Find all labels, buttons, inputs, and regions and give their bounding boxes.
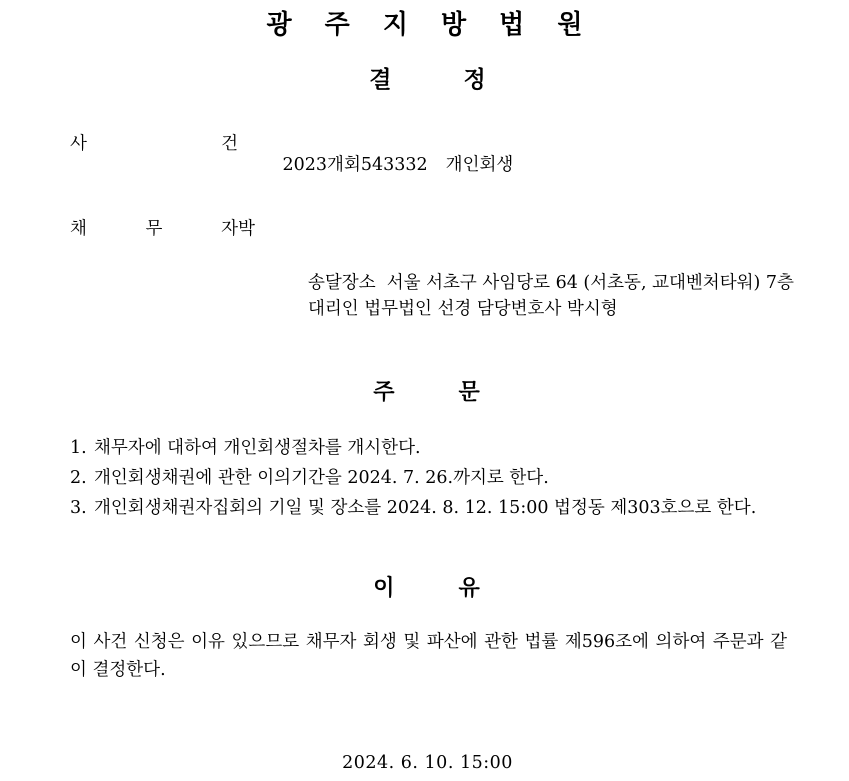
case-type: 개인회생 bbox=[445, 155, 514, 176]
list-item bbox=[70, 494, 787, 522]
order-item-text: 개인회생채권에 관한 이의기간을 2024. 7. 26.까지로 한다. bbox=[94, 468, 549, 489]
reason-heading-left: 이 bbox=[373, 574, 397, 601]
document-type-right: 정 bbox=[463, 66, 488, 94]
debtor-name: 박 bbox=[238, 219, 255, 240]
document-type-left: 결 bbox=[369, 66, 394, 94]
case-number: 2023개회543332 bbox=[282, 155, 428, 176]
case-label-char-2: 건 bbox=[221, 134, 238, 155]
reason-heading-right: 유 bbox=[458, 574, 482, 601]
case-number-value bbox=[238, 134, 513, 197]
reason-paragraph: 이 사건 신청은 이유 있으므로 채무자 회생 및 파산에 관한 법률 제596조에 의하여 주문과 같이 결정한다. bbox=[70, 631, 787, 681]
order-heading-left: 주 bbox=[373, 378, 397, 405]
case-info-block bbox=[0, 134, 849, 323]
document-type-heading bbox=[0, 61, 849, 94]
order-item-number: 1. bbox=[70, 437, 87, 458]
service-info-block bbox=[70, 270, 849, 323]
service-address: 송달장소 서울 서초구 사임당로 64 (서초동, 교대벤처타워) 7층 bbox=[308, 273, 794, 294]
legal-agent: 대리인 법무법인 선경 담당변호사 박시형 bbox=[308, 299, 618, 320]
reason-section-heading bbox=[0, 571, 849, 602]
debtor-label-char-3: 자 bbox=[221, 219, 238, 240]
case-label-char-1: 사 bbox=[70, 134, 87, 155]
debtor-label-char-1: 채 bbox=[70, 219, 87, 240]
order-item-number: 2. bbox=[70, 468, 87, 489]
case-label bbox=[70, 134, 238, 155]
order-item-text: 개인회생채권자집회의 기일 및 장소를 2024. 8. 12. 15:00 법정동 제303호으로 한다. bbox=[94, 498, 757, 519]
debtor-label-char-2: 무 bbox=[145, 219, 163, 240]
order-item-text: 채무자에 대하여 개인회생절차를 개시한다. bbox=[94, 437, 421, 458]
court-title: 광 주 지 방 법 원 bbox=[266, 10, 595, 40]
debtor-row bbox=[70, 219, 849, 240]
debtor-label bbox=[70, 219, 238, 240]
decision-date: 2024. 6. 10. 15:00 bbox=[342, 753, 513, 773]
order-section-heading bbox=[0, 375, 849, 406]
list-item bbox=[70, 464, 787, 492]
order-heading-right: 문 bbox=[458, 378, 482, 405]
order-list bbox=[0, 434, 849, 523]
list-item bbox=[70, 434, 787, 462]
order-item-number: 3. bbox=[70, 498, 87, 519]
case-number-row bbox=[70, 134, 849, 197]
